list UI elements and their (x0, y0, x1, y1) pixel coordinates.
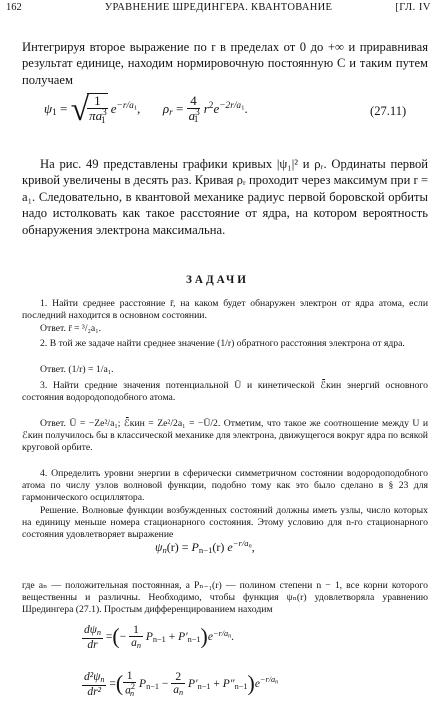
line1-exp-text: −r/a (212, 628, 229, 638)
line2-exp-base: e (254, 677, 260, 690)
den-subscript: 1 (100, 115, 106, 126)
problem-4: 4. Определить уровни энергии в сферически симметричном состоянии водородоподобного атома по числу узлов волновой функции, подобно тому как это было сделано в § 23 для гармонического осциллятора. (22, 468, 428, 504)
line2-frac2-den (171, 684, 185, 698)
where-paragraph: где aₙ — положительная постоянная, а Pₙ₋₁(r) — полином степени n − 1, все корни которого вещественны и различны. Необходимо, чтобы функция ψₙ(r) удовлетворяла уравнению Шредингера (27.1). Простым дифференцированием находим (22, 580, 428, 616)
rho-r-power: 2 (208, 100, 214, 111)
fraction-denominator (87, 109, 107, 126)
line2-P-prime: P′ (188, 677, 198, 690)
dpsi-num (82, 624, 103, 639)
line1-frac-den-a: a (131, 637, 137, 650)
polynomial-sub: n−1 (198, 544, 213, 555)
fraction-numerator: 1 (87, 94, 107, 109)
paren-open-2: ( (115, 671, 124, 696)
rho-den-sub: 1 (193, 115, 199, 126)
line2-frac2 (171, 671, 185, 698)
line2-P-sub: n−1 (146, 681, 160, 691)
line2-exp-sub: n (275, 679, 279, 686)
psi-n-trailing: , (251, 539, 255, 554)
dpsi-num-sub: n (96, 628, 102, 638)
running-title: УРАВНЕНИЕ ШРЕДИНГЕРА. КВАНТОВАНИЕ (104, 2, 333, 13)
line2-frac2-num: 2 (171, 671, 185, 684)
rho-den-power: 3 (195, 107, 200, 118)
equation-psi-n (155, 538, 255, 555)
section-heading: ЗАДАЧИ (186, 274, 249, 286)
equation-first-derivative (82, 624, 234, 651)
line1-exp-base: e (207, 631, 213, 644)
equation-27-11: $\psi_1$ = √ $\frac{1}{\pi a^3_1}$ $e^{-r/a_1}$, $\rho_r$ = $\frac{4}{a^3_1}$ $r^2e^{-2r/a_1}$. (44, 91, 248, 128)
psi-n-sub: n (162, 544, 167, 555)
sqrt-fraction (87, 93, 107, 126)
equation-second-derivative (82, 670, 278, 698)
paren-open-1: ( (112, 624, 120, 649)
exp-power-text: −r/a (116, 100, 134, 111)
line2-frac1-num: 1 (123, 670, 136, 683)
psi-n-exp-sub: n (248, 542, 252, 550)
eq3-equals-1: = (105, 631, 113, 644)
psi-symbol: ψ (44, 100, 53, 116)
d2psi-num-text: d²ψ (84, 670, 101, 683)
problem-1: 1. Найти среднее расстояние r̄, на каком будет обнаружен электрон от ядра атома, если последний находится в основном состоянии. (22, 298, 428, 322)
polynomial-arg: (r) (212, 539, 225, 554)
psi-n-arg: (r) (166, 539, 179, 554)
dpsi-den: dr (87, 638, 98, 651)
page-number: 162 (6, 2, 22, 13)
line2-frac1-den (123, 683, 136, 698)
equation-period: . (244, 100, 248, 116)
psi-subscript: 1 (52, 108, 57, 119)
psi-n-exp-power (233, 538, 252, 548)
line2-frac1-den-sub: n (130, 688, 135, 698)
line2-frac1 (123, 670, 136, 698)
answer-3: Ответ. Ū = −Ze²/a₁; ℰ̄кин = Ze²/2a₁ = −Ū/2. Отметим, что такое же соотношение между U и ℰкин получилось бы в классической механике для электрона, движущегося вокруг ядра по всякой круговой орбите. (22, 418, 428, 454)
line1-P-sub: n−1 (152, 635, 166, 645)
line1-end: . (231, 631, 235, 644)
equals-sign: = (60, 100, 68, 116)
rho-exp-power-text: −2r/a (219, 100, 242, 111)
intro-paragraph: Интегрируя второе выражение по r в пределах от 0 до +∞ и приравнивая результат единице, находим нормировочную постоянную C и таким путем получаем (22, 40, 428, 87)
rho-exp-base: e (213, 100, 220, 116)
chapter-label: [ГЛ. IV (395, 2, 431, 13)
line2-exp-power (260, 675, 278, 684)
line1-frac-num: 1 (129, 624, 143, 637)
exp-power (117, 101, 138, 111)
d2psi-dr2 (82, 671, 106, 698)
d2psi-num-sub: n (100, 674, 105, 684)
sqrt-symbol: √ (70, 91, 90, 128)
den-power: 3 (102, 108, 107, 119)
line2-P: P (139, 677, 147, 690)
line1-exp-power (213, 629, 231, 638)
equation-number: (27.11) (370, 104, 407, 118)
dpsi-num-text: dψ (84, 624, 97, 636)
dpsi-dr (82, 624, 103, 651)
problem-2: 2. В той же задаче найти среднее значение (1/r) обратного расстояния электрона от ядра. (40, 338, 405, 349)
den-pi-a: πa (89, 108, 103, 124)
line1-frac-den-sub: n (136, 641, 141, 651)
answer-1: Ответ. r̄ = ³/₂a₁. (40, 323, 101, 334)
psi-n-equals: = (181, 539, 189, 554)
line1-frac-den (129, 637, 143, 651)
line2-P-double-prime: P″ (222, 677, 235, 690)
line2-P-double-prime-sub: n−1 (234, 681, 248, 691)
exp-base: e (110, 100, 117, 116)
rho-r: r (203, 100, 209, 116)
line2-minus: − (159, 677, 172, 690)
rho-equals: = (176, 100, 184, 116)
exp-power-sub: 1 (133, 104, 138, 112)
line1-plus: + (165, 631, 179, 644)
line2-frac1-den-a: a (125, 684, 131, 697)
rho-exp-power-sub: 1 (241, 104, 245, 112)
line1-P-prime-sub: n−1 (187, 635, 201, 645)
d2psi-num (82, 671, 106, 686)
line2-P-prime-sub: n−1 (197, 681, 211, 691)
line2-plus: + (210, 677, 223, 690)
line1-P: P (145, 631, 153, 644)
eq3-equals-2: = (109, 677, 116, 690)
psi-n-exp-text: −r/a (232, 538, 249, 548)
problem-3: 3. Найти средние значения потенциальной Ū и кинетической ℰ̄кин энергий основного состояния водородоподобного атома. (22, 380, 428, 404)
line1-exp-sub: n (228, 632, 232, 639)
line2-exp-text: −r/a (259, 675, 276, 685)
line2-frac2-den-a: a (173, 683, 180, 696)
psi-n-symbol: ψ (155, 539, 163, 554)
rho-den-a: a (188, 107, 196, 123)
line1-P-prime: P′ (178, 631, 188, 644)
answer-2: Ответ. (1/r) = 1/a₁. (40, 364, 114, 375)
rho-symbol: ρ (162, 100, 170, 116)
d2psi-den: dr² (87, 685, 102, 698)
rho-numerator: 4 (187, 94, 201, 109)
polynomial-P: P (191, 539, 199, 554)
figure-paragraph: На рис. 49 представлены графики кривых |ψ₁|² и ρᵣ. Ординаты первой кривой увеличены в десять раз. Кривая ρᵣ проходит через максимум при r = a₁. Следовательно, в квантовой механике радиус первой боровской орбиты надо истолковать как такое расстояние от ядра, на котором вероятность обнаружения электрона максимальна. (22, 157, 428, 237)
rho-denominator (187, 109, 201, 126)
line2-frac1-den-pow: 2 (130, 682, 136, 692)
paren-close-1: ) (200, 624, 208, 649)
solution-4: Решение. Волновые функции возбужденных состояний должны иметь узлы, число которых на единицу меньше номера стационарного состояния. Этому условию для n-го стационарного состояния удовлетворяет выражение (22, 505, 428, 541)
psi-n-exp-base: e (227, 539, 233, 554)
rho-exp-power (219, 101, 244, 111)
rho-fraction (187, 94, 201, 126)
line1-minus: − (119, 631, 130, 644)
page-header (6, 2, 431, 16)
line2-frac2-den-sub: n (179, 687, 184, 697)
rho-subscript: r (169, 108, 173, 119)
line1-frac (129, 624, 143, 651)
paren-close-2: ) (247, 671, 255, 696)
